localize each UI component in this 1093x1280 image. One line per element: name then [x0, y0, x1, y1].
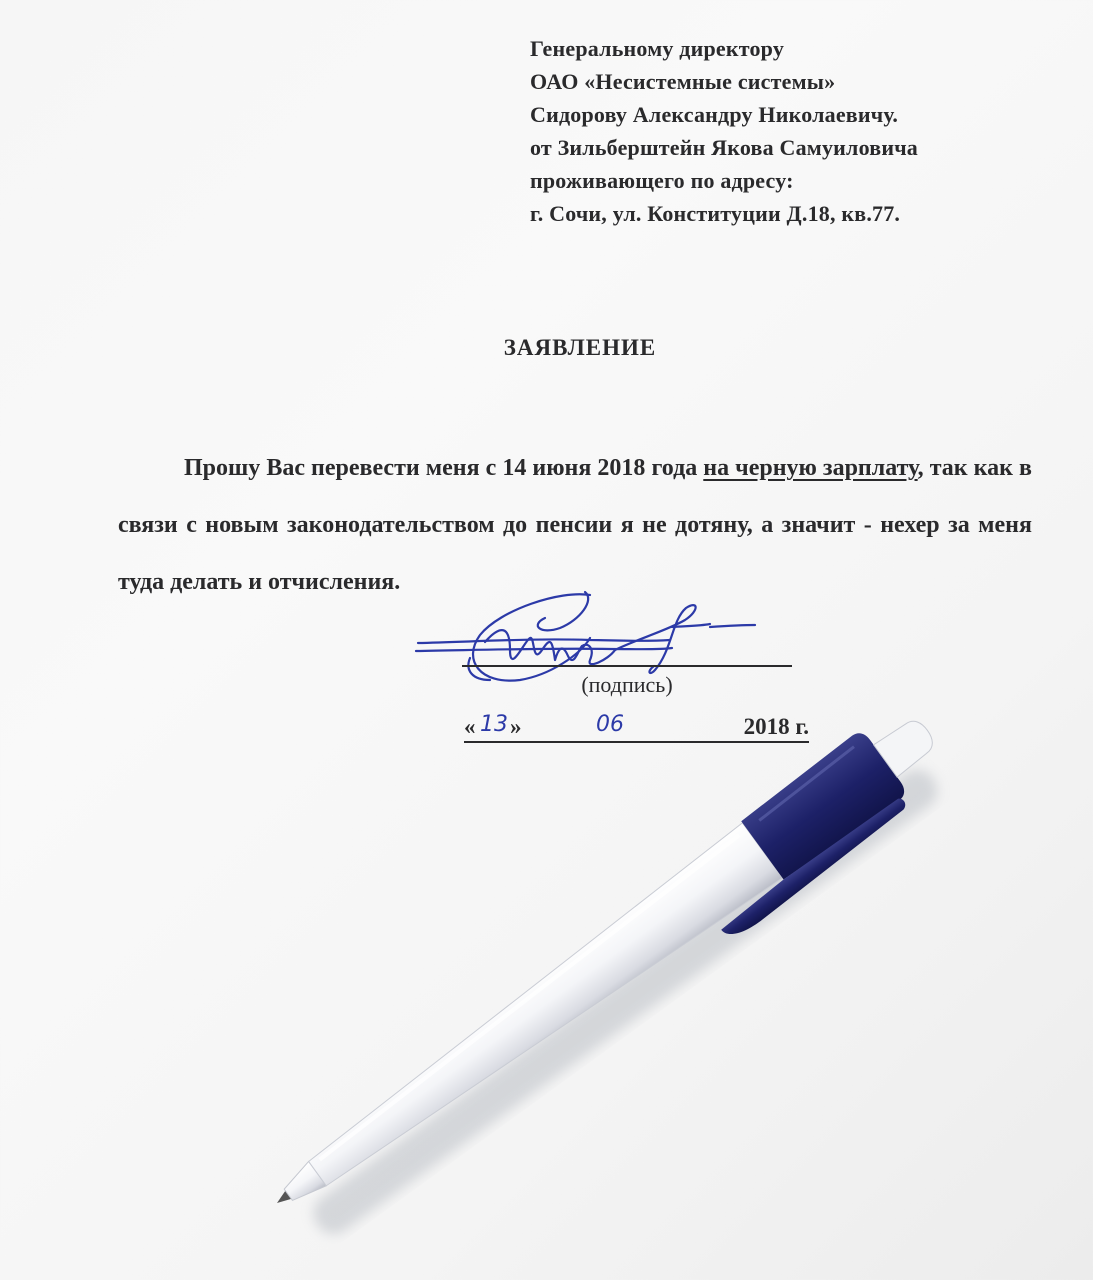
date-open-quote: «	[464, 714, 476, 739]
document-title: ЗАЯВЛЕНИЕ	[503, 335, 657, 360]
date-day: 13	[480, 712, 508, 737]
addressee-line-4: от Зильберштейн Якова Самуиловича	[530, 135, 919, 160]
addressee-line-5: проживающего по адресу:	[530, 168, 794, 193]
addressee-line-1: Генеральному директору	[530, 36, 785, 61]
statement-underlined-text: на черную зарплату	[703, 455, 918, 481]
addressee-line-2: ОАО «Несистемные системы»	[530, 69, 836, 94]
date-close-quote: »	[510, 714, 522, 739]
statement-text-2: , так как в связи с новым законодательством до пенсии я не дотяну, а значит - нехер за меня туда делать и отчисления.	[118, 455, 1032, 595]
addressee-line-3: Сидорову Александру Николаевичу.	[530, 102, 899, 127]
addressee-line-6: г. Сочи, ул. Конституции Д.18, кв.77.	[530, 201, 901, 226]
date-month: 06	[596, 712, 624, 737]
statement-text-1: Прошу Вас перевести меня с 14 июня 2018 года	[184, 455, 704, 481]
signature-caption: (подпись)	[581, 672, 673, 697]
date-year: 2018 г.	[743, 714, 809, 739]
